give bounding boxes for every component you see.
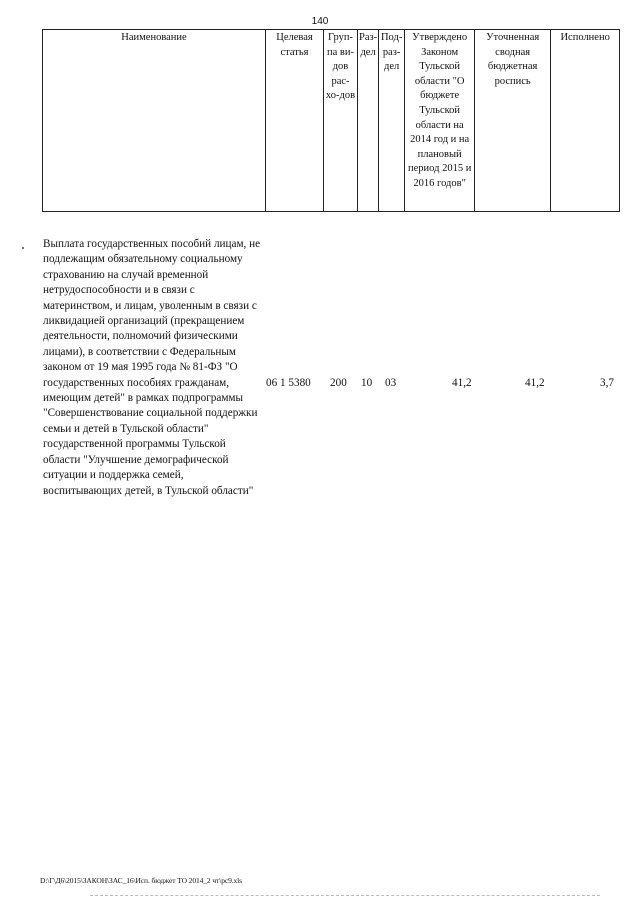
header-executed: Исполнено	[551, 30, 620, 212]
page-number: 140	[311, 16, 329, 27]
table-header	[42, 29, 620, 212]
header-expense-group: Груп-па ви-дов рас-хо-дов	[324, 30, 358, 212]
scan-mark	[22, 247, 24, 249]
row-name: Выплата государственных пособий лицам, не подлежащим обязательному социальному страхованию на случай временной нетрудоспособности и в связи с материнством, и лицам, уволенным в связи с ликвидацией организаций (прекращением деятельности, полномочий физическими лицами), в соответствии с Федеральным законом от 19 мая 1995 года № 81-ФЗ "О государственных пособиях гражданам, имеющим детей" в рамках подпрограммы "Совершенствование социальной поддержки семьи и детей в Тульской области" государственной программы Тульской области "Улучшение демографической ситуации и поддержка семей, воспитывающих детей, в Тульской области"	[43, 238, 261, 497]
row-expense-group: 200	[330, 377, 347, 389]
header-section: Раз-дел	[358, 30, 379, 212]
row-target-article: 06 1 5380	[266, 377, 311, 389]
row-approved: 41,2	[452, 377, 472, 389]
row-executed: 3,7	[600, 377, 614, 389]
row-section: 10	[361, 377, 373, 389]
header-subsection: Под-раз-дел	[379, 30, 405, 212]
row-subsection: 03	[385, 377, 397, 389]
header-refined: Уточненная сводная бюджетная роспись	[475, 30, 551, 212]
footer-file-path: D:\Г\Д6\2015\ЗАКОН\ЗАС_16\Исп. бюджет ТО 2014_2 чт\рс9.xls	[40, 876, 242, 885]
row-refined: 41,2	[525, 377, 545, 389]
header-name: Наименование	[43, 30, 266, 212]
header-approved: Утверждено Законом Тульской области "О бюджете Тульской области на 2014 год и на плановый период 2015 и 2016 годов"	[405, 30, 475, 212]
header-target-article: Целевая статья	[266, 30, 324, 212]
footer-divider	[90, 895, 600, 896]
